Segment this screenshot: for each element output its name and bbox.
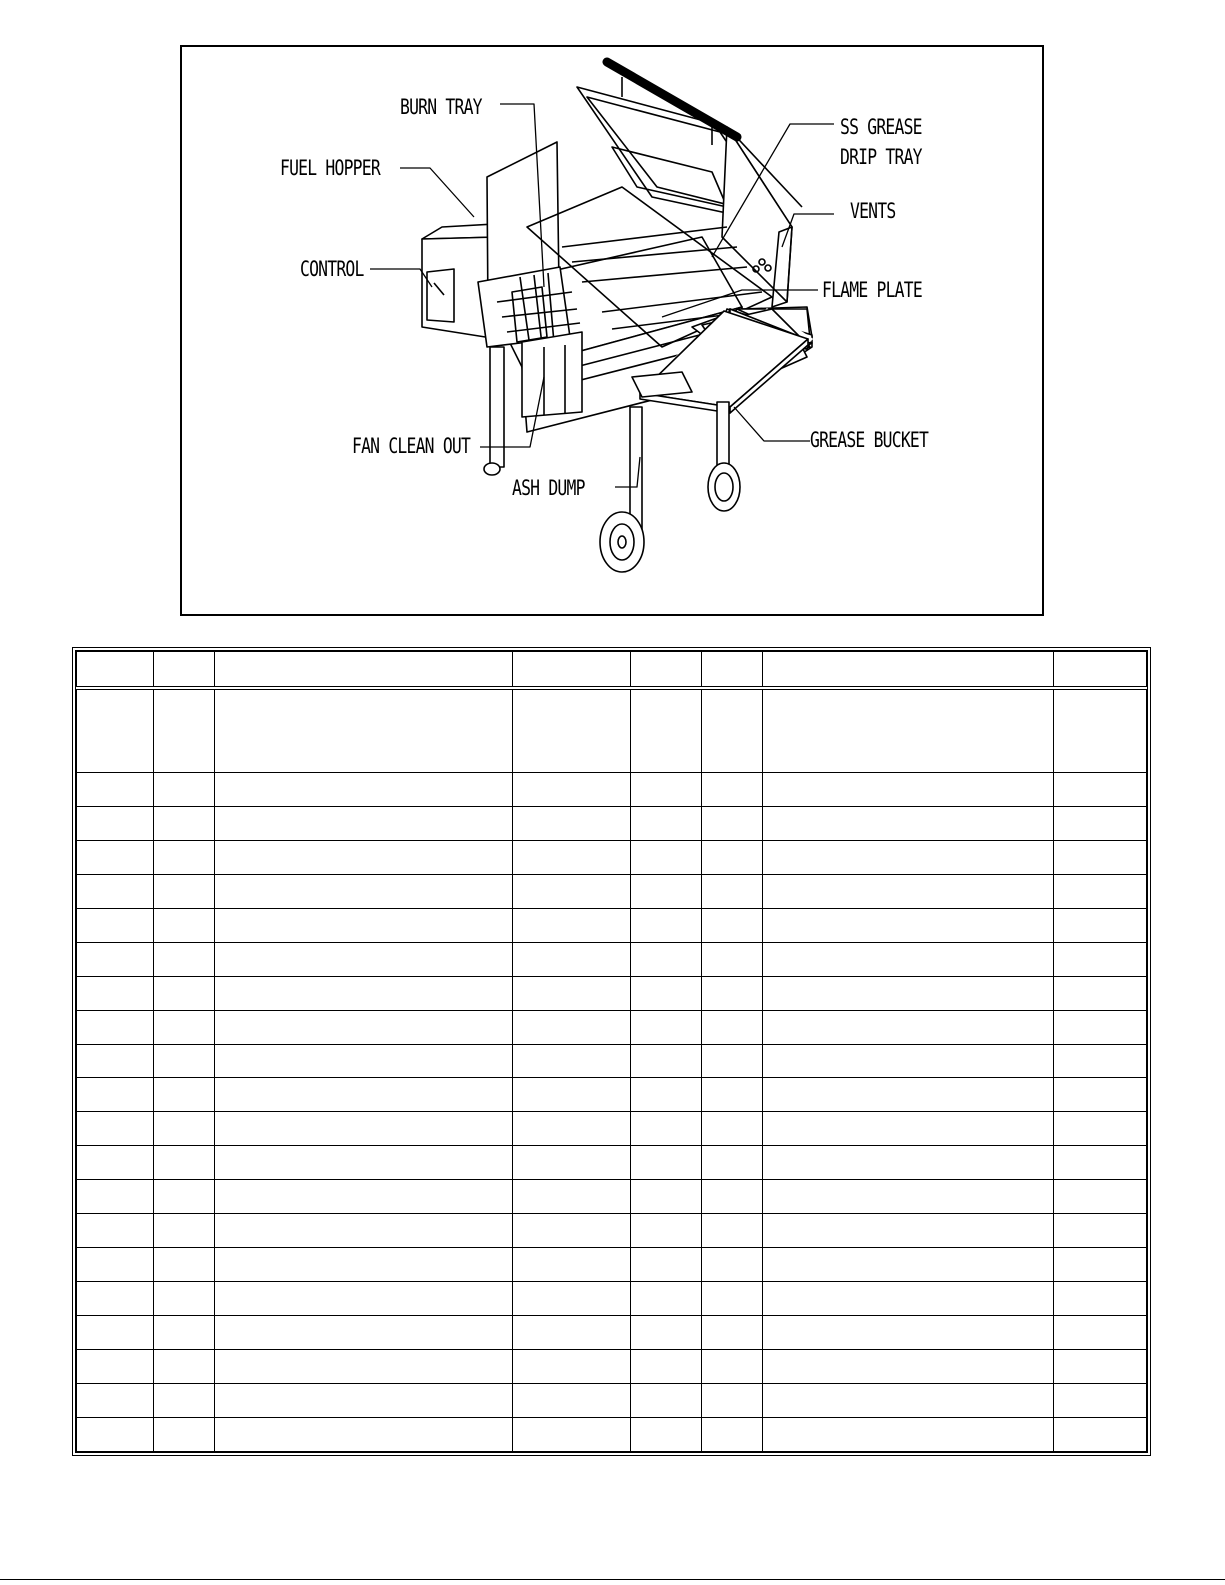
header-cell	[701, 652, 763, 688]
table-cell	[513, 688, 631, 773]
label-fan-clean-out: FAN CLEAN OUT	[352, 434, 471, 458]
table-cell	[701, 1316, 763, 1350]
table-cell	[513, 1214, 631, 1248]
table-cell	[153, 1112, 215, 1146]
table-cell	[513, 1078, 631, 1112]
label-flame-plate: FLAME PLATE	[822, 278, 922, 302]
table-cell	[153, 840, 215, 874]
table-row	[77, 942, 1147, 976]
table-cell	[77, 908, 154, 942]
header-cell	[1054, 652, 1147, 688]
table-cell	[215, 1214, 513, 1248]
table-cell	[631, 874, 702, 908]
table-row	[77, 1282, 1147, 1316]
table-cell	[701, 942, 763, 976]
table-cell	[153, 688, 215, 773]
table-cell	[763, 1350, 1054, 1384]
table-row	[77, 772, 1147, 806]
table-cell	[513, 1350, 631, 1384]
table-cell	[1054, 1350, 1147, 1384]
table-cell	[513, 942, 631, 976]
table-cell	[1054, 908, 1147, 942]
table-row	[77, 1417, 1147, 1451]
table-cell	[763, 1417, 1054, 1451]
table-cell	[153, 772, 215, 806]
table-cell	[631, 1350, 702, 1384]
table-row	[77, 806, 1147, 840]
table-cell	[1054, 688, 1147, 773]
table-cell	[701, 1044, 763, 1078]
table-cell	[513, 772, 631, 806]
table-cell	[631, 840, 702, 874]
table-cell	[763, 1384, 1054, 1418]
table-cell	[701, 1010, 763, 1044]
table-cell	[513, 1146, 631, 1180]
table-cell	[513, 1384, 631, 1418]
table-cell	[215, 908, 513, 942]
table-cell	[215, 1044, 513, 1078]
table-cell	[77, 1248, 154, 1282]
table-cell	[763, 1146, 1054, 1180]
table-cell	[215, 1316, 513, 1350]
table-cell	[701, 688, 763, 773]
header-cell	[763, 652, 1054, 688]
label-grease-bucket: GREASE BUCKET	[810, 428, 929, 452]
table-cell	[701, 1384, 763, 1418]
table-row	[77, 1078, 1147, 1112]
table-cell	[763, 874, 1054, 908]
table-cell	[763, 806, 1054, 840]
table-cell	[77, 874, 154, 908]
table-cell	[631, 1282, 702, 1316]
header-cell	[153, 652, 215, 688]
table-cell	[1054, 1078, 1147, 1112]
table-cell	[153, 942, 215, 976]
table-cell	[153, 908, 215, 942]
table-cell	[513, 908, 631, 942]
table-cell	[763, 772, 1054, 806]
table-cell	[631, 1146, 702, 1180]
table-cell	[763, 1078, 1054, 1112]
table-cell	[153, 976, 215, 1010]
table-cell	[701, 1112, 763, 1146]
header-cell	[513, 652, 631, 688]
label-vents: VENTS	[850, 199, 896, 223]
table-cell	[631, 1384, 702, 1418]
table-cell	[153, 1282, 215, 1316]
table-cell	[701, 772, 763, 806]
table-cell	[763, 908, 1054, 942]
table-cell	[77, 1112, 154, 1146]
table-cell	[763, 1010, 1054, 1044]
table-cell	[701, 1417, 763, 1451]
table-cell	[763, 1214, 1054, 1248]
table-cell	[77, 1417, 154, 1451]
table-cell	[77, 942, 154, 976]
table-cell	[701, 1248, 763, 1282]
table-cell	[1054, 1417, 1147, 1451]
table-cell	[77, 1146, 154, 1180]
table-row	[77, 1384, 1147, 1418]
table-cell	[631, 772, 702, 806]
table-cell	[763, 1316, 1054, 1350]
table-cell	[77, 1010, 154, 1044]
page-bottom-rule	[0, 1579, 1225, 1580]
parts-table-grid	[76, 651, 1147, 1452]
table-cell	[77, 806, 154, 840]
table-cell	[1054, 1282, 1147, 1316]
header-cell	[215, 652, 513, 688]
table-cell	[77, 772, 154, 806]
table-cell	[631, 908, 702, 942]
table-cell	[153, 1417, 215, 1451]
table-cell	[1054, 942, 1147, 976]
table-cell	[763, 840, 1054, 874]
table-cell	[215, 942, 513, 976]
table-cell	[215, 874, 513, 908]
table-cell	[153, 1316, 215, 1350]
table-cell	[215, 1010, 513, 1044]
table-cell	[1054, 1384, 1147, 1418]
table-cell	[77, 976, 154, 1010]
table-cell	[77, 1180, 154, 1214]
table-cell	[215, 1112, 513, 1146]
table-cell	[215, 688, 513, 773]
table-cell	[631, 1078, 702, 1112]
table-cell	[153, 874, 215, 908]
table-cell	[215, 1248, 513, 1282]
table-cell	[1054, 874, 1147, 908]
table-cell	[77, 1282, 154, 1316]
table-cell	[153, 1146, 215, 1180]
table-row	[77, 976, 1147, 1010]
table-cell	[631, 1180, 702, 1214]
table-cell	[153, 1044, 215, 1078]
header-cell	[77, 652, 154, 688]
table-cell	[701, 1214, 763, 1248]
table-cell	[631, 976, 702, 1010]
table-cell	[513, 1282, 631, 1316]
table-cell	[153, 1350, 215, 1384]
table-cell	[1054, 1316, 1147, 1350]
table-cell	[77, 1350, 154, 1384]
table-cell	[701, 1350, 763, 1384]
label-ss-grease: SS GREASE	[840, 115, 922, 139]
table-cell	[513, 1112, 631, 1146]
table-cell	[77, 1316, 154, 1350]
table-cell	[1054, 1180, 1147, 1214]
table-cell	[513, 1010, 631, 1044]
table-cell	[763, 942, 1054, 976]
table-cell	[1054, 1214, 1147, 1248]
table-cell	[1054, 840, 1147, 874]
table-cell	[763, 1180, 1054, 1214]
table-cell	[1054, 1248, 1147, 1282]
table-cell	[215, 840, 513, 874]
table-cell	[763, 1282, 1054, 1316]
table-cell	[1054, 1146, 1147, 1180]
table-cell	[631, 1214, 702, 1248]
table-cell	[77, 1044, 154, 1078]
table-cell	[153, 1248, 215, 1282]
table-cell	[701, 1146, 763, 1180]
table-cell	[701, 976, 763, 1010]
table-cell	[77, 1078, 154, 1112]
table-row	[77, 1350, 1147, 1384]
table-cell	[215, 1078, 513, 1112]
table-cell	[1054, 772, 1147, 806]
table-row	[77, 1146, 1147, 1180]
parts-table-body	[77, 688, 1147, 1452]
table-cell	[763, 1112, 1054, 1146]
table-cell	[631, 1112, 702, 1146]
table-cell	[763, 976, 1054, 1010]
table-cell	[513, 1248, 631, 1282]
table-cell	[763, 1248, 1054, 1282]
table-cell	[153, 806, 215, 840]
table-cell	[701, 908, 763, 942]
diagram-frame	[180, 45, 1044, 616]
table-row	[77, 1316, 1147, 1350]
table-cell	[1054, 806, 1147, 840]
table-cell	[631, 1044, 702, 1078]
table-cell	[513, 1180, 631, 1214]
header-cell	[631, 652, 702, 688]
table-cell	[1054, 1044, 1147, 1078]
table-cell	[631, 1248, 702, 1282]
table-row	[77, 1214, 1147, 1248]
table-cell	[77, 688, 154, 773]
table-cell	[77, 840, 154, 874]
table-cell	[763, 1044, 1054, 1078]
table-row	[77, 1180, 1147, 1214]
label-burn-tray: BURN TRAY	[400, 95, 482, 119]
table-cell	[701, 840, 763, 874]
table-row	[77, 1010, 1147, 1044]
table-cell	[631, 806, 702, 840]
table-cell	[513, 840, 631, 874]
table-cell	[513, 1316, 631, 1350]
table-cell	[77, 1214, 154, 1248]
table-row	[77, 840, 1147, 874]
table-cell	[215, 976, 513, 1010]
table-cell	[77, 1384, 154, 1418]
table-cell	[631, 1010, 702, 1044]
parts-table	[72, 647, 1151, 1456]
label-drip-tray: DRIP TRAY	[840, 145, 922, 169]
table-row	[77, 908, 1147, 942]
table-cell	[513, 1044, 631, 1078]
table-cell	[631, 942, 702, 976]
table-cell	[215, 1350, 513, 1384]
table-header-row	[77, 652, 1147, 688]
table-cell	[631, 1316, 702, 1350]
table-cell	[153, 1180, 215, 1214]
table-row	[77, 1248, 1147, 1282]
label-fuel-hopper: FUEL HOPPER	[280, 156, 380, 180]
table-row	[77, 1044, 1147, 1078]
table-row	[77, 1112, 1147, 1146]
table-cell	[631, 688, 702, 773]
label-ash-dump: ASH DUMP	[512, 476, 585, 500]
table-cell	[153, 1010, 215, 1044]
table-cell	[701, 874, 763, 908]
table-cell	[215, 772, 513, 806]
label-control: CONTROL	[300, 257, 364, 281]
table-cell	[701, 1282, 763, 1316]
table-cell	[513, 1417, 631, 1451]
table-cell	[701, 1180, 763, 1214]
table-cell	[153, 1214, 215, 1248]
table-cell	[215, 1384, 513, 1418]
table-cell	[215, 1180, 513, 1214]
table-cell	[1054, 1010, 1147, 1044]
table-row	[77, 874, 1147, 908]
table-cell	[215, 806, 513, 840]
table-cell	[763, 688, 1054, 773]
grease-tray	[632, 372, 692, 397]
table-cell	[631, 1417, 702, 1451]
table-cell	[513, 874, 631, 908]
table-cell	[513, 806, 631, 840]
table-cell	[215, 1146, 513, 1180]
table-row	[77, 688, 1147, 773]
table-cell	[215, 1282, 513, 1316]
table-cell	[513, 976, 631, 1010]
table-cell	[1054, 976, 1147, 1010]
table-cell	[701, 1078, 763, 1112]
table-cell	[701, 806, 763, 840]
table-cell	[1054, 1112, 1147, 1146]
table-cell	[215, 1417, 513, 1451]
table-cell	[153, 1078, 215, 1112]
table-cell	[153, 1384, 215, 1418]
